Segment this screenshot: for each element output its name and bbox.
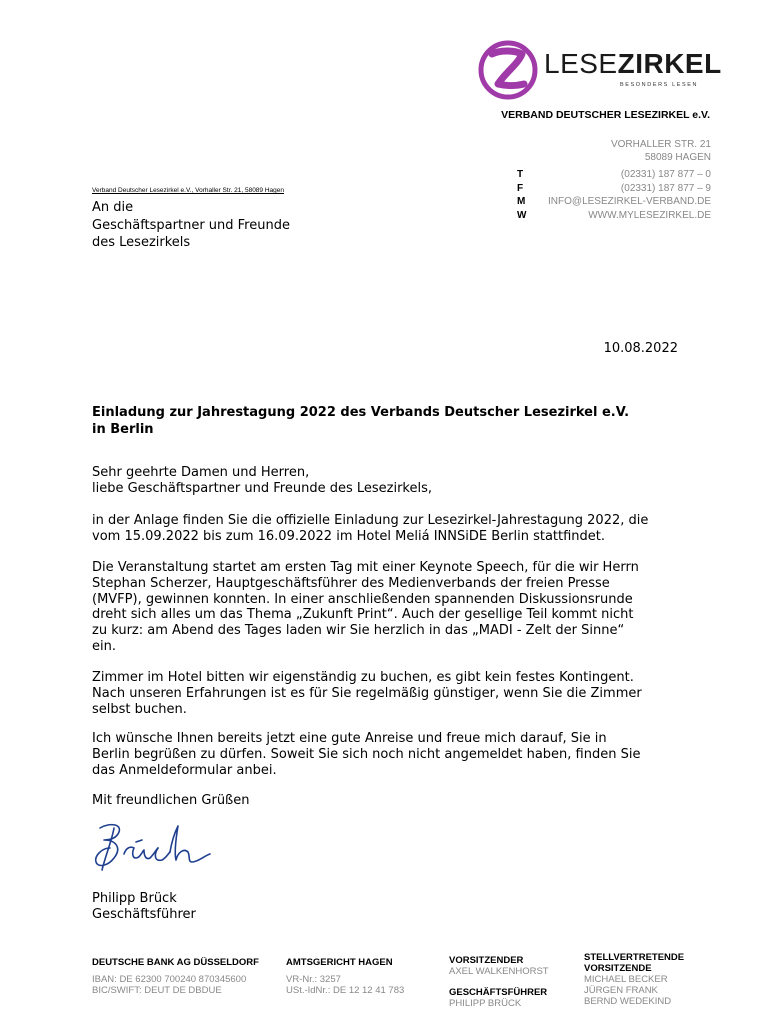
paragraph-4: Ich wünsche Ihnen bereits jetzt eine gute Anreise und freue mich darauf, Sie in Berlin begrüßen zu dürfen. Soweit Sie sich noch nicht angemeldet haben, finden Sie das Anmeldeformular anbei. xyxy=(92,731,641,778)
letter-subject: Einladung zur Jahrestagung 2022 des Verbands Deutscher Lesezirkel e.V. in Berlin xyxy=(92,405,630,437)
address-city: 58089 HAGEN xyxy=(644,152,711,163)
footer-deputies: STELLVERTRETENDE VORSITZENDE MICHAEL BECKER JÜRGEN FRANK BERND WEDEKIND xyxy=(584,952,685,1007)
closing: Mit freundlichen Grüßen xyxy=(92,793,250,808)
signer-title: Geschäftsführer xyxy=(92,907,196,922)
contact-row-web: W WWW.MYLESEZIRKEL.DE xyxy=(517,209,711,221)
footer-court: AMTSGERICHT HAGEN VR-Nr.: 3257 USt.-IdNr.: DE 12 12 41 783 xyxy=(286,957,405,996)
footer-bank: DEUTSCHE BANK AG DÜSSELDORF IBAN: DE 62300 700240 870345600 BIC/SWIFT: DEUT DE DBDUE xyxy=(92,957,259,996)
contact-block xyxy=(517,168,711,222)
contact-row-mail: M INFO@LESEZIRKEL-VERBAND.DE xyxy=(517,196,711,207)
handwritten-signature-icon xyxy=(92,818,242,880)
signer-block xyxy=(92,891,196,923)
letter-date: 10.08.2022 xyxy=(603,341,678,356)
salutation: Sehr geehrte Damen und Herren, liebe Geschäftspartner und Freunde des Lesezirkels, xyxy=(92,465,433,496)
paragraph-1: in der Anlage finden Sie die offizielle Einladung zur Lesezirkel-Jahrestagung 2022, die vom 15.09.2022 bis zum 16.09.2022 im Hotel Meliá INNSiDE Berlin stattfindet. xyxy=(92,513,649,544)
logo-wordmark: LESEZIRKEL xyxy=(544,48,722,79)
signer-name: Philipp Brück xyxy=(92,891,177,906)
contact-row-fax: F (02331) 187 877 – 9 xyxy=(517,182,711,194)
address-street: VORHALLER STR. 21 xyxy=(610,139,711,150)
contact-row-phone: T (02331) 187 877 – 0 xyxy=(517,169,711,180)
organization-name: VERBAND DEUTSCHER LESEZIRKEL e.V. xyxy=(501,109,710,121)
logo-tagline: BESONDERS LESEN xyxy=(620,82,699,88)
paragraph-3: Zimmer im Hotel bitten wir eigenständig zu buchen, es gibt kein festes Kontingent. Nach unseren Erfahrungen ist es für Sie regelmäßig günstiger, wenn Sie die Zimmer selbst buchen. xyxy=(92,670,642,717)
recipient-address: An die Geschäftspartner und Freunde des Lesezirkels xyxy=(92,200,290,250)
sender-return-line: Verband Deutscher Lesezirkel e.V., Vorhaller Str. 21, 58089 Hagen xyxy=(92,187,284,194)
footer-board: VORSITZENDER AXEL WALKENHORST GESCHÄFTSFÜHRER PHILIPP BRÜCK xyxy=(449,955,549,1009)
paragraph-2: Die Veranstaltung startet am ersten Tag mit einer Keynote Speech, für die wir Herrn Stephan Scherzer, Hauptgeschäftsführer des Medienverbands der freien Presse (MVFP), gewinnen konnten. In einer anschließenden spannenden Diskussionsrunde dreht sich alles um das Thema „Zukunft Print“. Auch der gesellige Teil kommt nicht zu kurz: am Abend des Tages laden wir Sie herzlich in das „MADI - Zelt der Sinne“ ein. xyxy=(92,560,639,654)
